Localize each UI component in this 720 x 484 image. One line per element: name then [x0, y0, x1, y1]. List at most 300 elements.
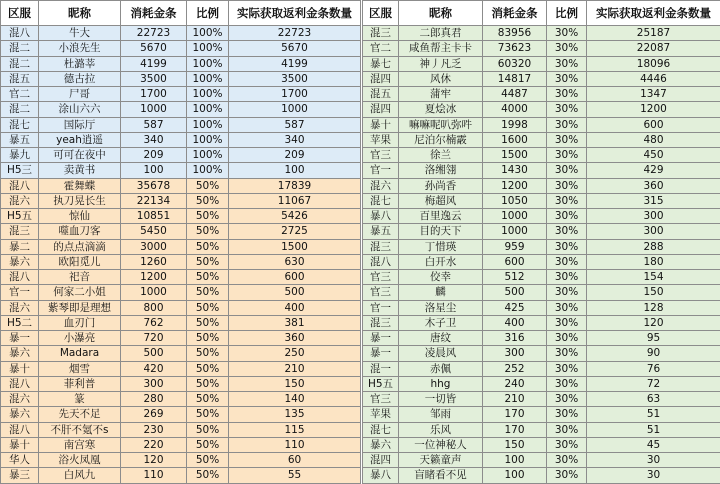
cell-spent: 220: [121, 437, 187, 452]
cell-rebate: 5670: [229, 41, 361, 56]
cell-server: 混三: [1, 224, 39, 239]
cell-ratio: 50%: [187, 407, 229, 422]
cell-spent: 720: [121, 331, 187, 346]
table-row: [1, 315, 361, 330]
table-row: [1, 56, 361, 71]
cell-spent: 4487: [483, 87, 547, 102]
cell-ratio: 30%: [547, 361, 587, 376]
table-row: [1, 300, 361, 315]
cell-ratio: 30%: [547, 102, 587, 117]
cell-ratio: 50%: [187, 453, 229, 468]
cell-rebate: 630: [229, 254, 361, 269]
cell-spent: 4199: [121, 56, 187, 71]
cell-spent: 1050: [483, 193, 547, 208]
table-row: [363, 132, 720, 147]
cell-spent: 35678: [121, 178, 187, 193]
header-row: [1, 1, 361, 26]
cell-spent: 209: [121, 148, 187, 163]
cell-server: 暴五: [363, 224, 399, 239]
cell-server: 暴二: [1, 239, 39, 254]
cell-nickname: yeah逍遥: [39, 132, 121, 147]
cell-spent: 1000: [121, 102, 187, 117]
cell-server: 暴六: [1, 254, 39, 269]
cell-server: 混八: [1, 26, 39, 41]
table-row: [1, 422, 361, 437]
cell-rebate: 30: [587, 468, 720, 483]
table-row: [363, 254, 720, 269]
cell-spent: 1200: [483, 178, 547, 193]
cell-spent: 120: [121, 453, 187, 468]
table-row: [363, 163, 720, 178]
cell-nickname: 梅超风: [399, 193, 483, 208]
cell-spent: 1260: [121, 254, 187, 269]
cell-server: 官二: [363, 41, 399, 56]
cell-ratio: 50%: [187, 209, 229, 224]
table-row: [363, 26, 720, 41]
cell-server: H5五: [363, 376, 399, 391]
cell-rebate: 480: [587, 132, 720, 147]
cell-rebate: 150: [587, 285, 720, 300]
cell-nickname: 惊仙: [39, 209, 121, 224]
table-row: [363, 193, 720, 208]
table-row: [363, 376, 720, 391]
cell-rebate: 55: [229, 468, 361, 483]
cell-spent: 1000: [121, 285, 187, 300]
cell-rebate: 1700: [229, 87, 361, 102]
cell-spent: 420: [121, 361, 187, 376]
cell-nickname: 一切皆: [399, 392, 483, 407]
cell-ratio: 30%: [547, 148, 587, 163]
cell-ratio: 50%: [187, 361, 229, 376]
cell-nickname: 神丿凡乏: [399, 56, 483, 71]
cell-rebate: 1500: [229, 239, 361, 254]
cell-rebate: 120: [587, 315, 720, 330]
table-row: [363, 285, 720, 300]
cell-nickname: 乐风: [399, 422, 483, 437]
cell-server: 官三: [363, 148, 399, 163]
table-row: [363, 117, 720, 132]
cell-rebate: 100: [229, 163, 361, 178]
cell-ratio: 100%: [187, 56, 229, 71]
cell-ratio: 50%: [187, 376, 229, 391]
cell-rebate: 90: [587, 346, 720, 361]
table-row: [1, 331, 361, 346]
cell-nickname: 孙尚香: [399, 178, 483, 193]
table-row: [1, 41, 361, 56]
cell-rebate: 4446: [587, 71, 720, 86]
table-row: [363, 239, 720, 254]
cell-server: 混八: [1, 178, 39, 193]
cell-server: 暴八: [363, 209, 399, 224]
cell-ratio: 30%: [547, 41, 587, 56]
cell-ratio: 100%: [187, 117, 229, 132]
table-row: [363, 331, 720, 346]
cell-rebate: 250: [229, 346, 361, 361]
cell-server: 混四: [363, 453, 399, 468]
cell-nickname: 德古拉: [39, 71, 121, 86]
table-row: [1, 407, 361, 422]
cell-server: H5二: [1, 315, 39, 330]
cell-ratio: 30%: [547, 346, 587, 361]
header-server: 区服: [363, 1, 399, 26]
cell-server: 暴十: [1, 361, 39, 376]
cell-nickname: 蒲牢: [399, 87, 483, 102]
cell-ratio: 50%: [187, 285, 229, 300]
cell-nickname: 何家二小姐: [39, 285, 121, 300]
cell-rebate: 2725: [229, 224, 361, 239]
cell-spent: 5670: [121, 41, 187, 56]
cell-server: 混二: [1, 102, 39, 117]
cell-server: H5五: [1, 209, 39, 224]
cell-rebate: 22087: [587, 41, 720, 56]
cell-nickname: 赤佩: [399, 361, 483, 376]
cell-ratio: 30%: [547, 56, 587, 71]
cell-spent: 269: [121, 407, 187, 422]
cell-server: 官二: [1, 87, 39, 102]
header-spent: 消耗金条: [121, 1, 187, 26]
table-row: [363, 56, 720, 71]
cell-rebate: 72: [587, 376, 720, 391]
table-row: [363, 453, 720, 468]
table-row: [1, 392, 361, 407]
cell-ratio: 50%: [187, 315, 229, 330]
cell-spent: 73623: [483, 41, 547, 56]
table-row: [1, 193, 361, 208]
table-row: [363, 178, 720, 193]
cell-nickname: 邹雨: [399, 407, 483, 422]
table-row: [1, 178, 361, 193]
cell-server: 暴七: [363, 56, 399, 71]
cell-ratio: 30%: [547, 437, 587, 452]
table-row: [1, 148, 361, 163]
cell-spent: 170: [483, 407, 547, 422]
cell-rebate: 180: [587, 254, 720, 269]
cell-nickname: 麟: [399, 285, 483, 300]
cell-nickname: 天籁童声: [399, 453, 483, 468]
cell-rebate: 360: [229, 331, 361, 346]
cell-rebate: 22723: [229, 26, 361, 41]
cell-ratio: 100%: [187, 102, 229, 117]
cell-rebate: 30: [587, 453, 720, 468]
cell-ratio: 50%: [187, 346, 229, 361]
cell-rebate: 587: [229, 117, 361, 132]
cell-rebate: 17839: [229, 178, 361, 193]
cell-server: 官三: [363, 285, 399, 300]
cell-ratio: 50%: [187, 270, 229, 285]
cell-ratio: 50%: [187, 468, 229, 483]
cell-server: 混三: [363, 315, 399, 330]
cell-rebate: 140: [229, 392, 361, 407]
cell-ratio: 30%: [547, 239, 587, 254]
table-row: [363, 315, 720, 330]
table-row: [363, 209, 720, 224]
cell-ratio: 50%: [187, 239, 229, 254]
cell-spent: 762: [121, 315, 187, 330]
cell-ratio: 30%: [547, 270, 587, 285]
cell-rebate: 209: [229, 148, 361, 163]
cell-spent: 3000: [121, 239, 187, 254]
cell-server: 混七: [363, 193, 399, 208]
cell-rebate: 18096: [587, 56, 720, 71]
cell-server: 暴九: [1, 148, 39, 163]
cell-nickname: 南宫寒: [39, 437, 121, 452]
cell-ratio: 100%: [187, 71, 229, 86]
cell-rebate: 4199: [229, 56, 361, 71]
cell-rebate: 110: [229, 437, 361, 452]
cell-rebate: 11067: [229, 193, 361, 208]
table-row: [1, 270, 361, 285]
cell-spent: 110: [121, 468, 187, 483]
cell-server: 苹果: [363, 407, 399, 422]
cell-server: 暴五: [1, 132, 39, 147]
cell-nickname: 的点点滴滴: [39, 239, 121, 254]
cell-spent: 3500: [121, 71, 187, 86]
cell-rebate: 400: [229, 300, 361, 315]
cell-server: 混七: [1, 117, 39, 132]
cell-spent: 340: [121, 132, 187, 147]
cell-nickname: 牛大: [39, 26, 121, 41]
cell-server: 混五: [1, 71, 39, 86]
cell-server: 混八: [1, 422, 39, 437]
cell-nickname: 菲利普: [39, 376, 121, 391]
cell-nickname: 噬血刀客: [39, 224, 121, 239]
cell-spent: 60320: [483, 56, 547, 71]
cell-nickname: hhg: [399, 376, 483, 391]
cell-rebate: 95: [587, 331, 720, 346]
cell-server: 混二: [1, 56, 39, 71]
cell-server: 混八: [1, 376, 39, 391]
cell-spent: 100: [121, 163, 187, 178]
cell-nickname: 可可在夜中: [39, 148, 121, 163]
cell-ratio: 50%: [187, 331, 229, 346]
cell-ratio: 30%: [547, 300, 587, 315]
cell-server: 混六: [1, 392, 39, 407]
cell-server: 混二: [1, 41, 39, 56]
cell-ratio: 50%: [187, 224, 229, 239]
cell-nickname: 丁惜瑛: [399, 239, 483, 254]
cell-spent: 83956: [483, 26, 547, 41]
header-nickname: 昵称: [399, 1, 483, 26]
cell-server: 暴一: [1, 331, 39, 346]
cell-nickname: 木子卫: [399, 315, 483, 330]
table-row: [363, 102, 720, 117]
cell-ratio: 30%: [547, 285, 587, 300]
cell-nickname: 二郎真君: [399, 26, 483, 41]
cell-server: 混三: [363, 26, 399, 41]
cell-rebate: 51: [587, 422, 720, 437]
cell-server: 混一: [363, 361, 399, 376]
cell-nickname: 凌晨风: [399, 346, 483, 361]
cell-server: 官三: [363, 392, 399, 407]
cell-server: 暴六: [1, 346, 39, 361]
cell-nickname: 欧阳觅儿: [39, 254, 121, 269]
cell-ratio: 30%: [547, 224, 587, 239]
cell-server: 暴一: [363, 346, 399, 361]
cell-ratio: 30%: [547, 193, 587, 208]
cell-rebate: 45: [587, 437, 720, 452]
cell-spent: 170: [483, 422, 547, 437]
cell-nickname: 夏烩冰: [399, 102, 483, 117]
table-row: [1, 26, 361, 41]
cell-ratio: 100%: [187, 148, 229, 163]
header-ratio: 比例: [547, 1, 587, 26]
cell-spent: 1600: [483, 132, 547, 147]
cell-rebate: 600: [587, 117, 720, 132]
cell-spent: 252: [483, 361, 547, 376]
cell-ratio: 50%: [187, 178, 229, 193]
cell-nickname: 尼泊尔楠霰: [399, 132, 483, 147]
cell-nickname: 霍舞蝶: [39, 178, 121, 193]
table-row: [363, 300, 720, 315]
cell-server: 暴一: [363, 331, 399, 346]
cell-server: 混六: [1, 193, 39, 208]
cell-server: 暴八: [363, 468, 399, 483]
cell-spent: 316: [483, 331, 547, 346]
table-row: [363, 87, 720, 102]
cell-ratio: 30%: [547, 254, 587, 269]
cell-nickname: 执刀晃长生: [39, 193, 121, 208]
cell-nickname: 卖黄书: [39, 163, 121, 178]
table-row: [1, 71, 361, 86]
cell-rebate: 315: [587, 193, 720, 208]
cell-spent: 1700: [121, 87, 187, 102]
cell-rebate: 340: [229, 132, 361, 147]
table-row: [1, 224, 361, 239]
cell-nickname: Madara: [39, 346, 121, 361]
cell-ratio: 30%: [547, 331, 587, 346]
table-row: [363, 346, 720, 361]
table-row: [363, 148, 720, 163]
header-row: [363, 1, 720, 26]
cell-nickname: 一位神秘人: [399, 437, 483, 452]
cell-rebate: 135: [229, 407, 361, 422]
table-row: [1, 239, 361, 254]
cell-ratio: 30%: [547, 87, 587, 102]
cell-server: 官一: [1, 285, 39, 300]
cell-rebate: 360: [587, 178, 720, 193]
cell-rebate: 1000: [229, 102, 361, 117]
cell-spent: 959: [483, 239, 547, 254]
cell-spent: 230: [121, 422, 187, 437]
cell-spent: 1000: [483, 209, 547, 224]
cell-nickname: 国际厅: [39, 117, 121, 132]
header-spent: 消耗金条: [483, 1, 547, 26]
cell-spent: 100: [483, 453, 547, 468]
cell-ratio: 30%: [547, 453, 587, 468]
cell-spent: 150: [483, 437, 547, 452]
header-ratio: 比例: [187, 1, 229, 26]
cell-server: 混八: [1, 270, 39, 285]
cell-ratio: 100%: [187, 163, 229, 178]
table-row: [1, 209, 361, 224]
cell-nickname: 洛星尘: [399, 300, 483, 315]
cell-ratio: 30%: [547, 117, 587, 132]
cell-nickname: 徐兰: [399, 148, 483, 163]
cell-spent: 500: [483, 285, 547, 300]
cell-rebate: 63: [587, 392, 720, 407]
cell-spent: 500: [121, 346, 187, 361]
table-row: [363, 224, 720, 239]
table-row: [363, 392, 720, 407]
cell-server: 暴六: [363, 437, 399, 452]
cell-spent: 300: [121, 376, 187, 391]
cell-server: 暴六: [1, 407, 39, 422]
cell-spent: 10851: [121, 209, 187, 224]
cell-spent: 800: [121, 300, 187, 315]
cell-rebate: 25187: [587, 26, 720, 41]
cell-ratio: 30%: [547, 392, 587, 407]
table-row: [1, 346, 361, 361]
cell-ratio: 30%: [547, 132, 587, 147]
cell-rebate: 300: [587, 209, 720, 224]
cell-spent: 22723: [121, 26, 187, 41]
cell-ratio: 30%: [547, 178, 587, 193]
cell-server: 华人: [1, 453, 39, 468]
cell-ratio: 30%: [547, 163, 587, 178]
cell-rebate: 500: [229, 285, 361, 300]
cell-rebate: 429: [587, 163, 720, 178]
cell-spent: 425: [483, 300, 547, 315]
cell-spent: 1500: [483, 148, 547, 163]
cell-ratio: 30%: [547, 376, 587, 391]
cell-ratio: 100%: [187, 26, 229, 41]
cell-ratio: 50%: [187, 437, 229, 452]
cell-nickname: 盲睹看不见: [399, 468, 483, 483]
cell-rebate: 3500: [229, 71, 361, 86]
cell-nickname: 小浪先生: [39, 41, 121, 56]
cell-nickname: 涂山六六: [39, 102, 121, 117]
table-row: [1, 361, 361, 376]
cell-nickname: 不肝不氪不s: [39, 422, 121, 437]
table-row: [1, 285, 361, 300]
cell-rebate: 450: [587, 148, 720, 163]
table-row: [363, 468, 720, 483]
cell-nickname: 白风九: [39, 468, 121, 483]
cell-server: 混六: [363, 178, 399, 193]
cell-spent: 1000: [483, 224, 547, 239]
cell-spent: 587: [121, 117, 187, 132]
cell-spent: 14817: [483, 71, 547, 86]
table-row: [1, 254, 361, 269]
cell-spent: 22134: [121, 193, 187, 208]
table-row: [1, 453, 361, 468]
cell-ratio: 30%: [547, 209, 587, 224]
cell-spent: 300: [483, 346, 547, 361]
table-row: [1, 376, 361, 391]
cell-server: 混七: [363, 422, 399, 437]
cell-nickname: 佼幸: [399, 270, 483, 285]
cell-nickname: 祀音: [39, 270, 121, 285]
cell-ratio: 30%: [547, 71, 587, 86]
cell-nickname: 百里逸云: [399, 209, 483, 224]
cell-server: 混三: [363, 239, 399, 254]
table-row: [363, 270, 720, 285]
cell-server: 混四: [363, 71, 399, 86]
cell-spent: 600: [483, 254, 547, 269]
table-row: [1, 468, 361, 483]
cell-ratio: 30%: [547, 407, 587, 422]
table-row: [1, 117, 361, 132]
cell-ratio: 30%: [547, 315, 587, 330]
cell-nickname: 先天不足: [39, 407, 121, 422]
table-row: [363, 71, 720, 86]
cell-server: 暴十: [1, 437, 39, 452]
header-server: 区服: [1, 1, 39, 26]
cell-nickname: 目的天下: [399, 224, 483, 239]
header-rebate: 实际获取返利金条数量: [587, 1, 720, 26]
cell-rebate: 1200: [587, 102, 720, 117]
cell-rebate: 51: [587, 407, 720, 422]
